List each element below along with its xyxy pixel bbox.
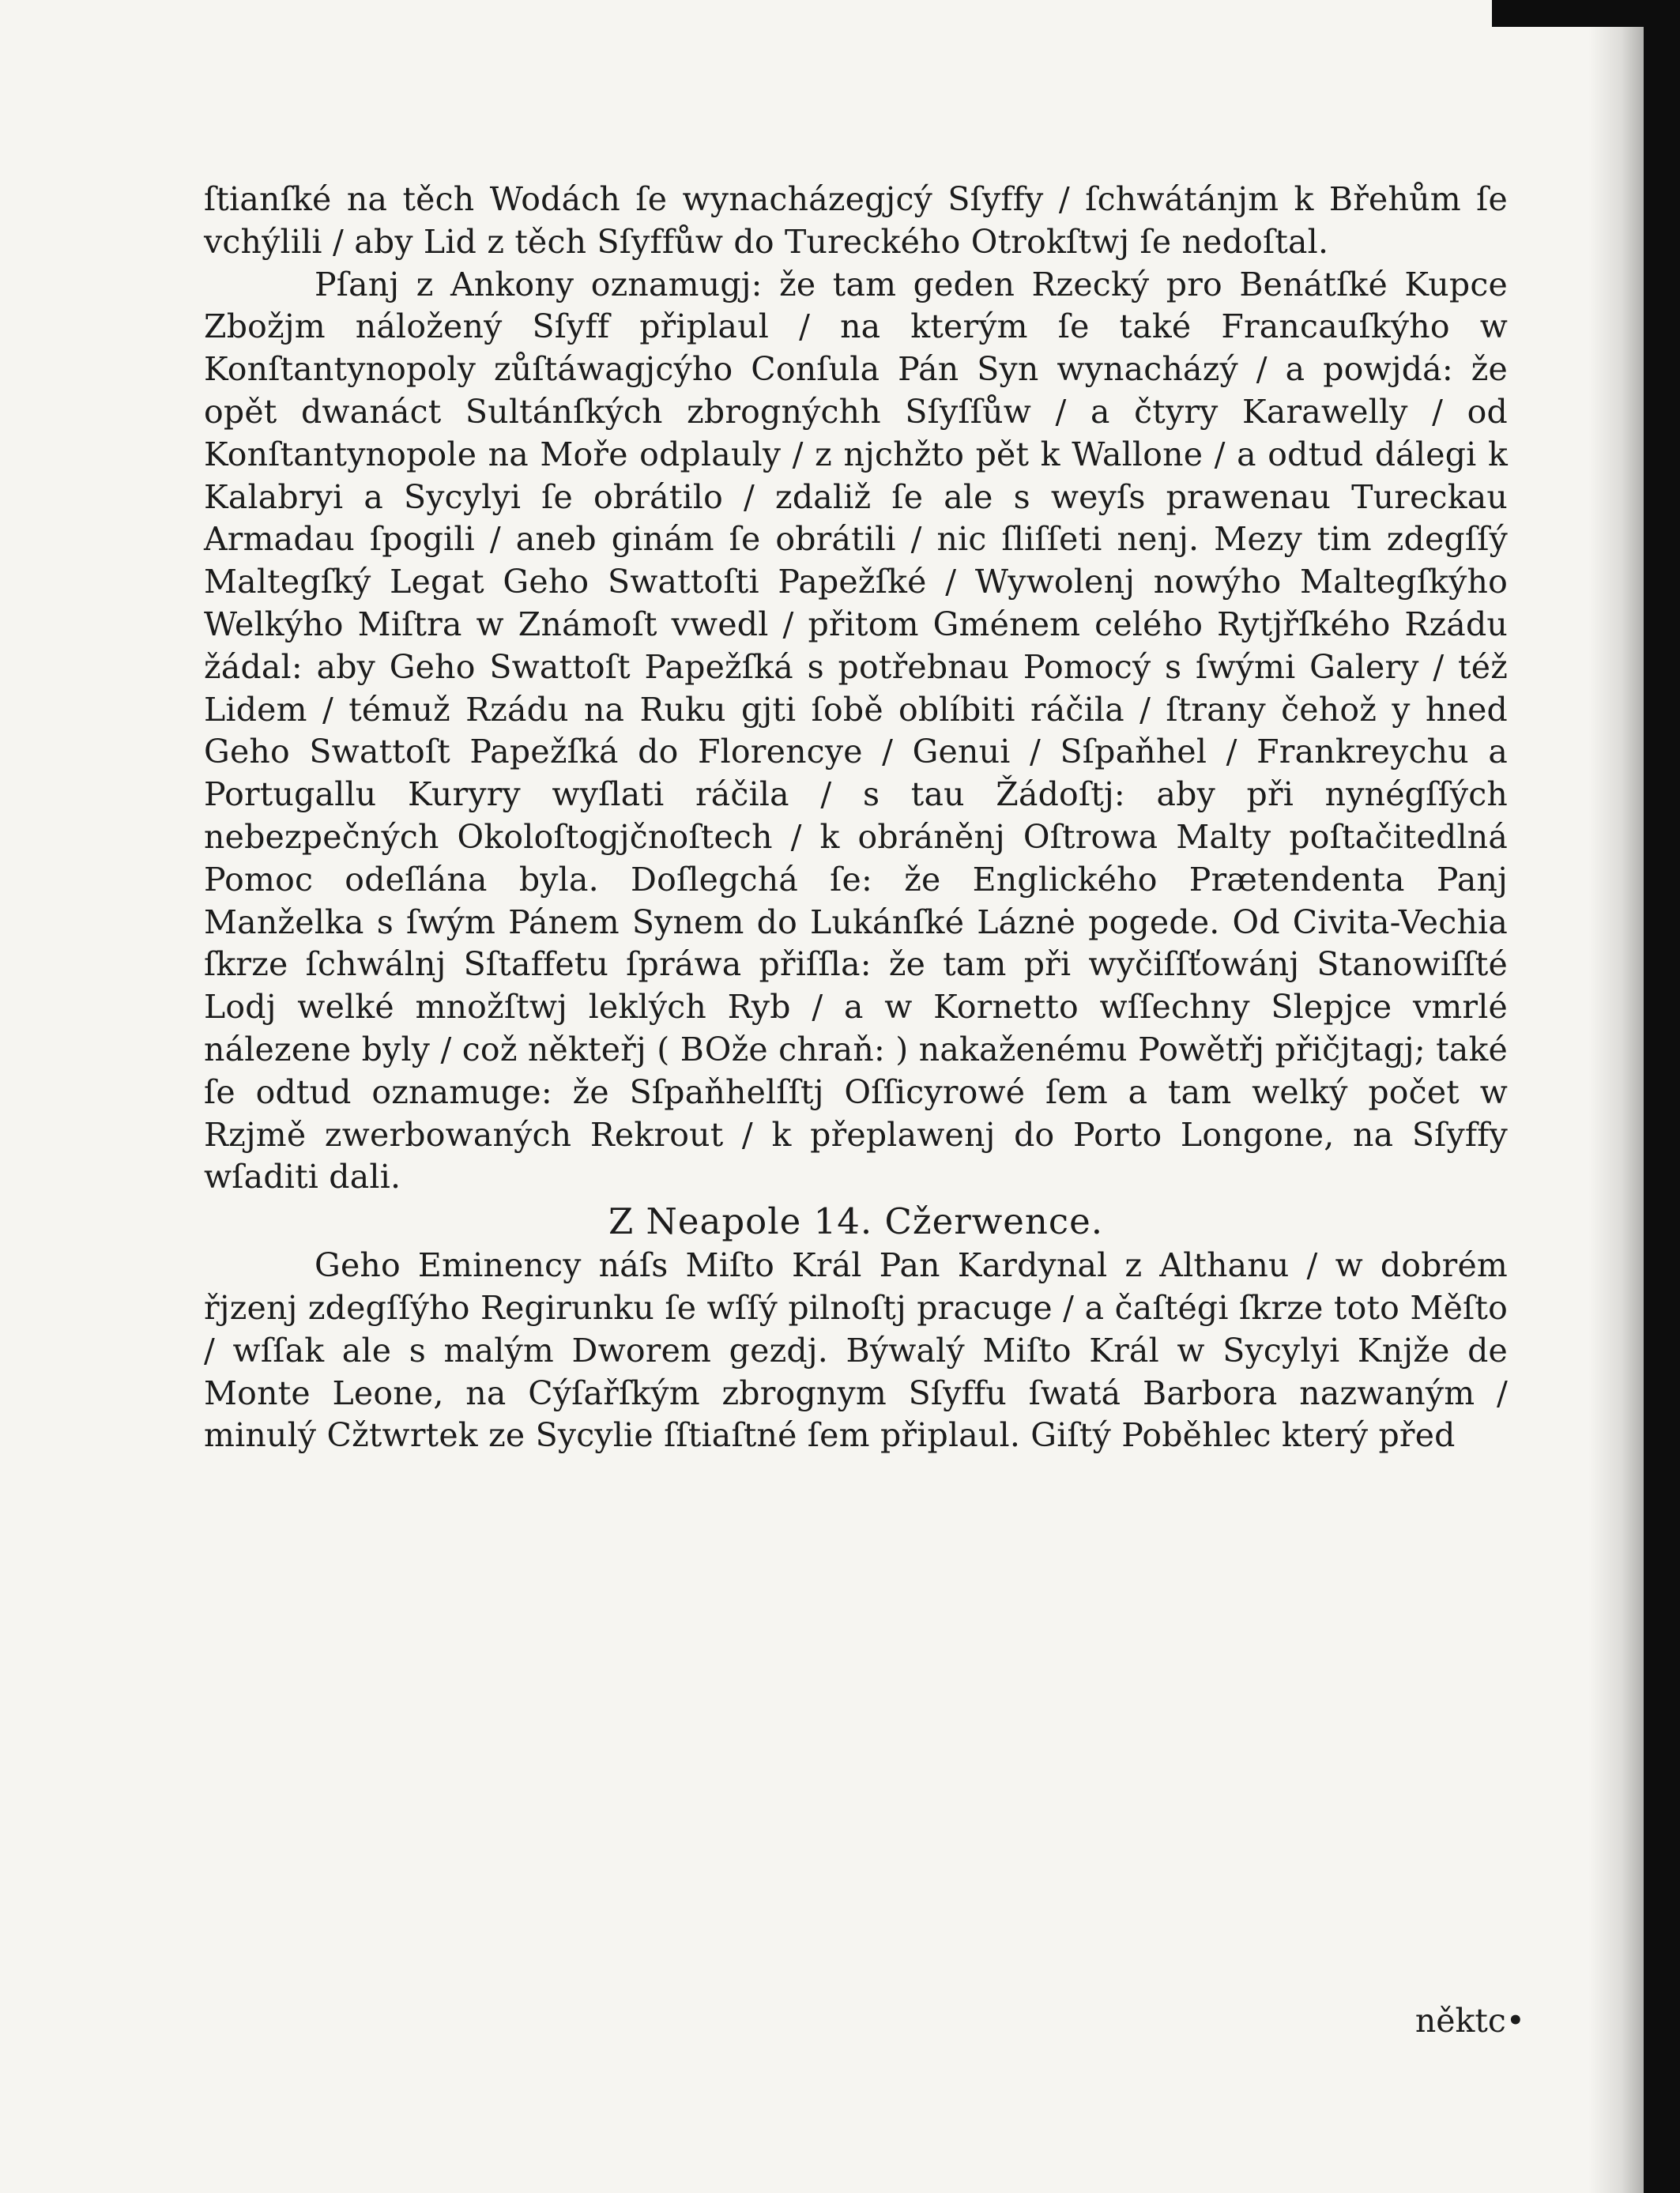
section-heading: Z Neapole 14. Cžerwence. [608, 1200, 1104, 1243]
scan-background-edge [1644, 0, 1680, 2193]
text-body [204, 179, 1508, 1457]
scan-corner [1492, 0, 1680, 27]
page-edge-shadow [1588, 0, 1644, 2193]
paragraph-3: Geho Eminency náſs Miſto Král Pan Kardynal z Althanu / w dobrém řjzenj zdegſſýho Regirunku ſe wſſý pilnoſtj pracuge / a čaſtégi ſkrze toto Měſto / wſſak ale s malým Dworem gezdj. Býwalý Miſto Král w Sycylyi Knjže de Monte Leone, na Cýſařſkým zbrognym Sſyffu ſwatá Barbora nazwaným / minulý Cžtwrtek ze Sycylie ſſtiaſtné ſem připlaul. Giſtý Poběhlec který před [204, 1246, 1508, 1455]
paragraph-2: Pſanj z Ankony oznamugj: že tam geden Rzecký pro Benátſké Kupce Zbožjm náložený Sſyff připlaul / na kterým ſe také Francauſkýho w Konſtantynopoly zůſtáwagjcýho Conſula Pán Syn wynacházý / a powjdá: že opět dwanáct Sultánſkých zbrognýchh Sſyſſůw / a čtyry Karawelly / od Konſtantynopole na Moře odplauly / z njchžto pět k Wallone / a odtud dálegi k Kalabryi a Sycylyi ſe obrátilo / zdaliž ſe ale s weyſs prawenau Tureckau Armadau ſpogili / aneb ginám ſe obrátili / nic ſliſſeti nenj. Mezy tim zdegſſý Maltegſký Legat Geho Swattoſti Papežſké / Wywolenj nowýho Maltegſkýho Welkýho Miſtra w Známoſt vwedl / přitom Gménem celého Rytjřſkého Rzádu žádal: aby Geho Swattoſt Papežſká s potřebnau Pomocý s ſwými Galery / též Lidem / témuž Rzádu na Ruku gjti ſobě oblíbiti ráčila / ſtrany čehož y hned Geho Swattoſt Papežſká do Florencye / Genui / Sſpaňhel / Frankreychu a Portugallu Kuryry wyſlati ráčila / s tau Žádoſtj: aby při nynégſſých nebezpečných Okoloſtogjčnoſtech / k obráněnj Oſtrowa Malty poſtačitedlná Pomoc odeſlána byla. Doſlegchá ſe: že Englického Prætendenta Panj Manželka s ſwým Pánem Synem do Lukánſké Láznė pogede. Od Civita-Vechia ſkrze ſchwálnj Sſtaffetu ſpráwa přiſſla: že tam při wyčiſſťowánj Stanowiſſté Lodj welké množſtwj leklých Ryb / a w Kornetto wſſechny Slepjce vmrlé nálezene byly / což někteřj ( BOže chraň: ) nakaženému Powětřj přičjtagj; také ſe odtud oznamuge: že Sſpaňhelſſtj Oſſicyrowé ſem a tam welký počet w Rzjmě zwerbowaných Rekrout / k přeplawenj do Porto Longone, na Sſyffy wſaditi dali. [204, 265, 1508, 1196]
catchword: něktc• [1414, 2002, 1525, 2040]
paragraph-1: ſtianſké na těch Wodách ſe wynacházegjcý Sſyffy / ſchwátánjm k Břehům ſe vchýlili / aby Lid z těch Sſyffůw do Tureckého Otrokſtwj ſe nedoſtal. [204, 180, 1508, 261]
